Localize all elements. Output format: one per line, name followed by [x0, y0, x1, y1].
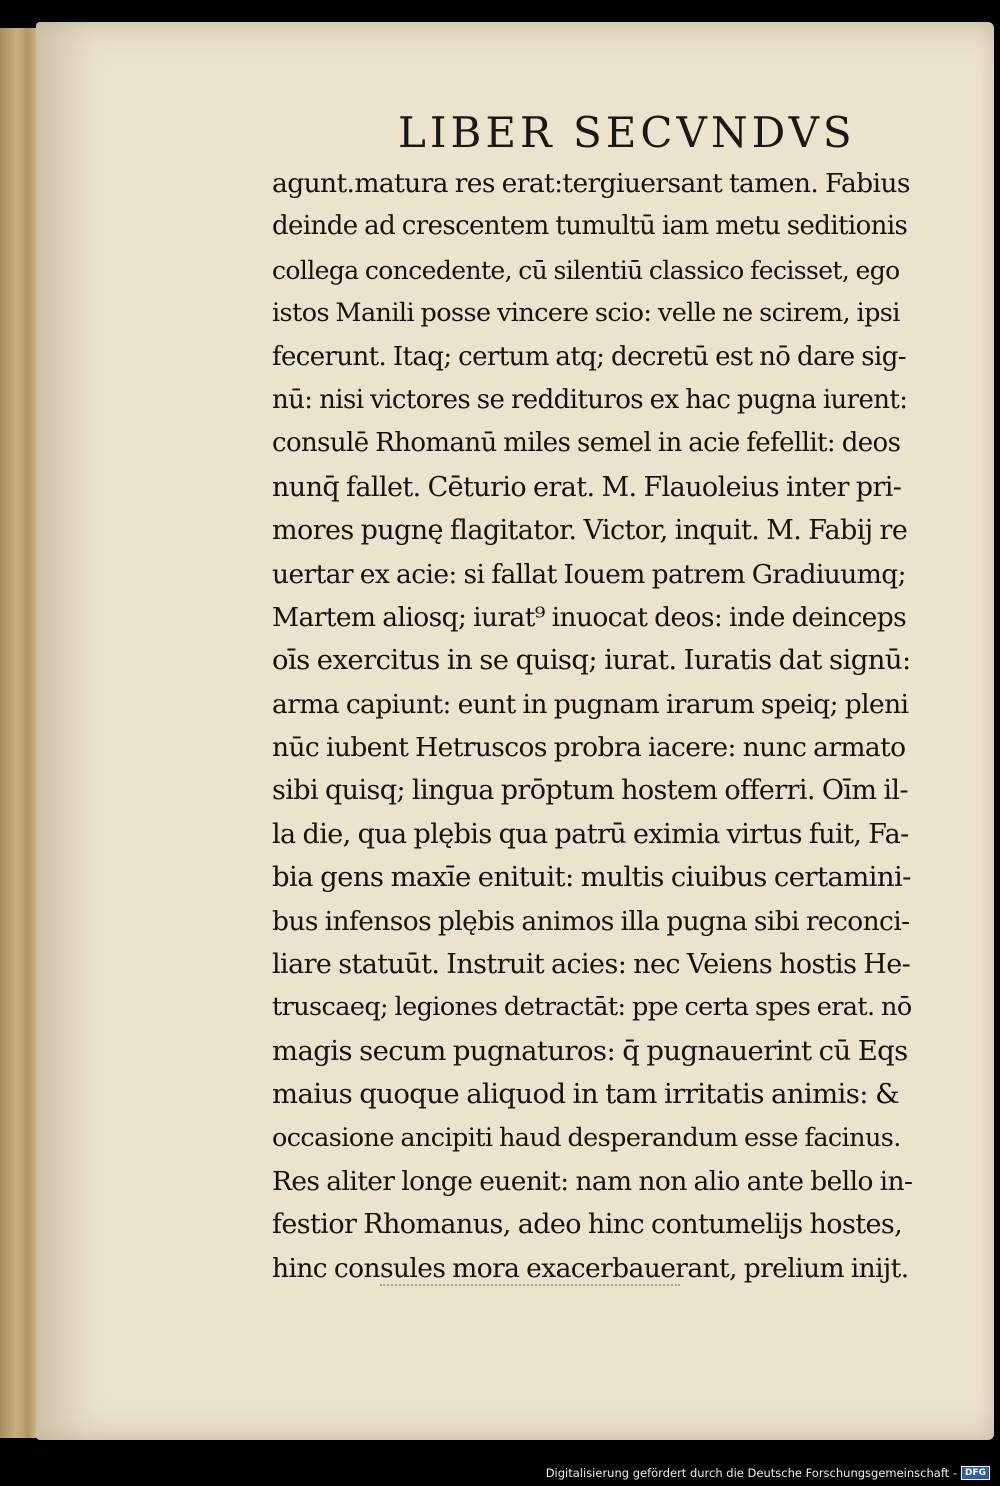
- text-line: maius quoque aliquod in tam irritatis animis: &: [272, 1078, 899, 1111]
- text-line: magis secum pugnaturos: q̄ pugnauerint cū Eqs: [272, 1034, 908, 1067]
- text-line: fecerunt. Itaq; certum atq; decretū est nō dare sig-: [272, 341, 906, 372]
- dfg-logo: DFG: [961, 1466, 990, 1480]
- text-block: [272, 162, 912, 1290]
- text-line: bia gens maxīe enituit: multis ciuibus certamini-: [272, 861, 911, 894]
- footer: [546, 1466, 990, 1480]
- text-line: uertar ex acie: si fallat Iouem patrem Gradiuumq;: [272, 558, 906, 590]
- text-line: liare statuūt. Instruit acies: nec Veiens hostis He-: [272, 949, 911, 981]
- text-line: Martem aliosq; iurat⁹ inuocat deos: inde deinceps: [272, 601, 907, 633]
- text-line: consulē Rhomanū miles semel in acie fefellit: deos: [272, 428, 901, 459]
- text-line: nunq̄ fallet. Cēturio erat. M. Flauoleius inter pri-: [272, 471, 902, 503]
- scan-marks: [380, 1284, 680, 1290]
- text-line: occasione ancipiti haud desperandum esse facinus.: [272, 1122, 901, 1153]
- text-line: Res aliter longe euenit: nam non alio ante bello in-: [272, 1165, 913, 1197]
- text-line: collega concedente, cū silentiū classico fecisset, ego: [272, 255, 900, 285]
- text-line: deinde ad crescentem tumultū iam metu seditionis: [272, 211, 908, 242]
- running-header: LIBER SECVNDVS: [398, 108, 856, 157]
- text-line: la die, qua plębis qua patrū eximia virtus fuit, Fa-: [272, 818, 909, 850]
- text-line: bus infensos plębis animos illa pugna sibi reconci-: [272, 905, 910, 937]
- text-line: agunt.matura res erat:tergiuersant tamen. Fabius: [272, 168, 910, 199]
- text-line: nūc iubent Hetruscos probra iacere: nunc armato: [272, 732, 906, 764]
- text-line: arma capiunt: eunt in pugnam irarum speiq; pleni: [272, 688, 909, 720]
- text-line: sibi quisq; lingua prōptum hostem offerri. Oīm il-: [272, 775, 908, 807]
- text-line: istos Manili posse vincere scio: velle ne scirem, ipsi: [272, 298, 900, 329]
- text-line: festior Rhomanus, adeo hinc contumelijs hostes,: [272, 1209, 903, 1241]
- text-line: hinc consules mora exacerbauerant, prelium inijt.: [272, 1252, 909, 1284]
- text-line: nū: nisi victores se reddituros ex hac pugna iurent:: [272, 384, 908, 415]
- text-line: oīs exercitus in se quisq; iurat. Iuratis dat signū:: [272, 644, 911, 677]
- book-edge: [0, 28, 40, 1438]
- text-line: mores pugnę flagitator. Victor, inquit. M. Fabij re: [272, 515, 908, 547]
- text-line: truscaeq; legiones detractāt: ppe certa spes erat. nō: [272, 992, 912, 1023]
- footer-credit: Digitalisierung gefördert durch die Deutsche Forschungsgemeinschaft -: [545, 1466, 957, 1480]
